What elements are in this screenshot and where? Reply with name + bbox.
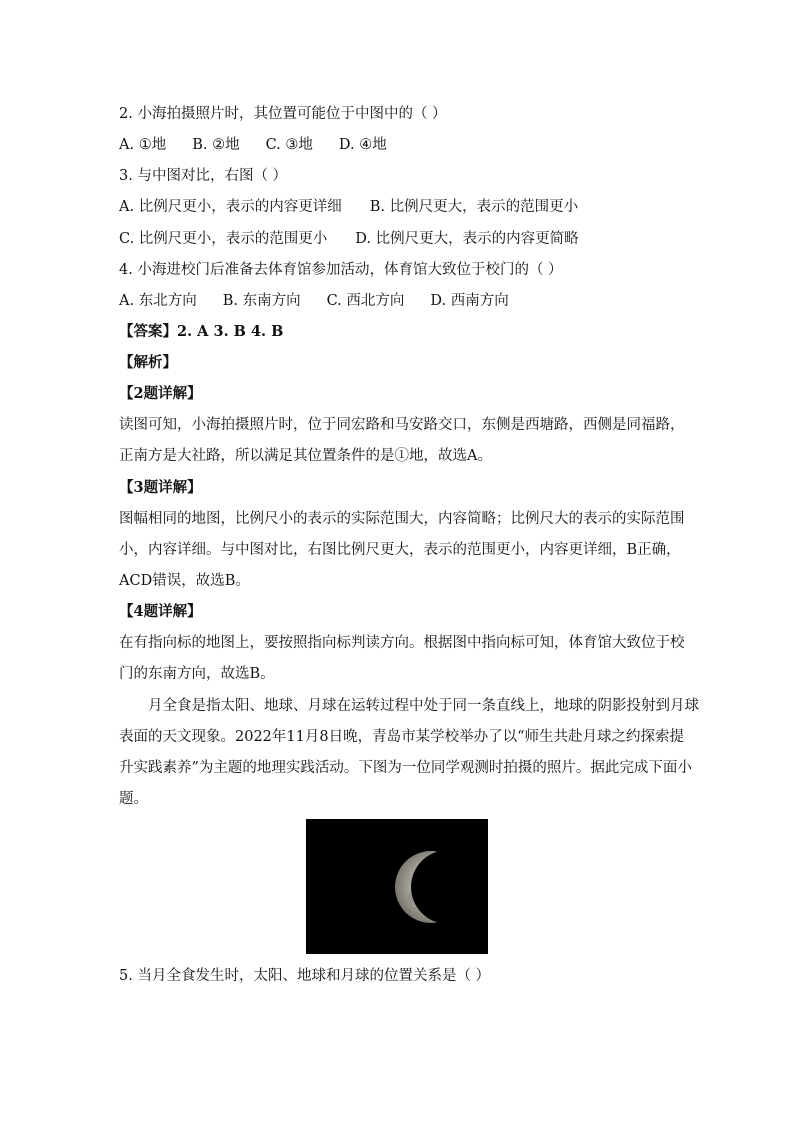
q4-detail-line: 门的东南方向，故选B。 xyxy=(119,666,275,682)
passage-line: 升实践素养”为主题的地理实践活动。下图为一位同学观测时拍摄的照片。据此完成下面小 xyxy=(119,760,692,776)
answer-line: 【答案】2. A 3. B 4. B xyxy=(119,323,284,340)
q3-detail-line: ACD错误，故选B。 xyxy=(119,573,250,589)
q3-option-a: A. 比例尺更小，表示的内容更详细 xyxy=(119,199,342,215)
q3-options-row1 xyxy=(119,197,675,217)
q4-option-d: D. 西南方向 xyxy=(430,293,509,309)
analysis-heading: 【解析】 xyxy=(119,354,177,371)
eclipsed-moon-image xyxy=(306,819,488,954)
q4-option-a: A. 东北方向 xyxy=(119,293,197,309)
q2-detail-heading: 【2题详解】 xyxy=(119,385,202,402)
q2-detail-line: 正南方是大社路，所以满足其位置条件的是①地，故选A。 xyxy=(119,448,492,464)
q4-detail-heading: 【4题详解】 xyxy=(119,603,202,620)
q2-options xyxy=(119,135,675,155)
q2-option-b: B. ②地 xyxy=(192,137,240,153)
q3-detail-heading: 【3题详解】 xyxy=(119,479,202,496)
q4-option-b: B. 东南方向 xyxy=(222,293,301,309)
q3-option-b: B. 比例尺更大，表示的范围更小 xyxy=(369,199,579,215)
q5-stem: 5. 当月全食发生时，太阳、地球和月球的位置关系是（ ） xyxy=(119,968,491,984)
q2-detail-line: 读图可知，小海拍摄照片时，位于同宏路和马安路交口，东侧是西塘路，西侧是同福路， xyxy=(119,417,685,433)
q3-options-row2 xyxy=(119,229,675,249)
q3-option-d: D. 比例尺更大，表示的内容更简略 xyxy=(355,231,579,247)
q4-option-c: C. 西北方向 xyxy=(326,293,405,309)
passage-line: 题。 xyxy=(119,791,148,807)
q4-stem: 4. 小海进校门后准备去体育馆参加活动，体育馆大致位于校门的（ ） xyxy=(119,262,563,278)
q3-option-c: C. 比例尺更小，表示的范围更小 xyxy=(119,231,328,247)
q2-option-c: C. ③地 xyxy=(265,137,313,153)
q4-detail-line: 在有指向标的地图上，要按照指向标判读方向。根据图中指向标可知，体育馆大致位于校 xyxy=(119,635,685,651)
passage-line: 表面的天文现象。2022年11月8日晚，青岛市某学校举办了以“师生共赴月球之约探索提 xyxy=(119,729,684,745)
q3-detail-line: 图幅相同的地图，比例尺小的表示的实际范围大，内容简略；比例尺大的表示的实际范围 xyxy=(119,511,685,527)
passage-line: 月全食是指太阳、地球、月球在运转过程中处于同一条直线上，地球的阴影投射到月球 xyxy=(148,698,699,714)
q3-detail-line: 小，内容详细。与中图对比，右图比例尺更大，表示的范围更小，内容更详细，B正确， xyxy=(119,542,681,558)
q3-stem: 3. 与中图对比，右图（ ） xyxy=(119,168,288,184)
lunar-eclipse-photo xyxy=(306,819,488,954)
q2-option-d: D. ④地 xyxy=(338,137,387,153)
q2-stem: 2. 小海拍摄照片时，其位置可能位于中图中的（ ） xyxy=(119,106,447,122)
q2-option-a: A. ①地 xyxy=(119,137,167,153)
q4-options xyxy=(119,291,675,311)
